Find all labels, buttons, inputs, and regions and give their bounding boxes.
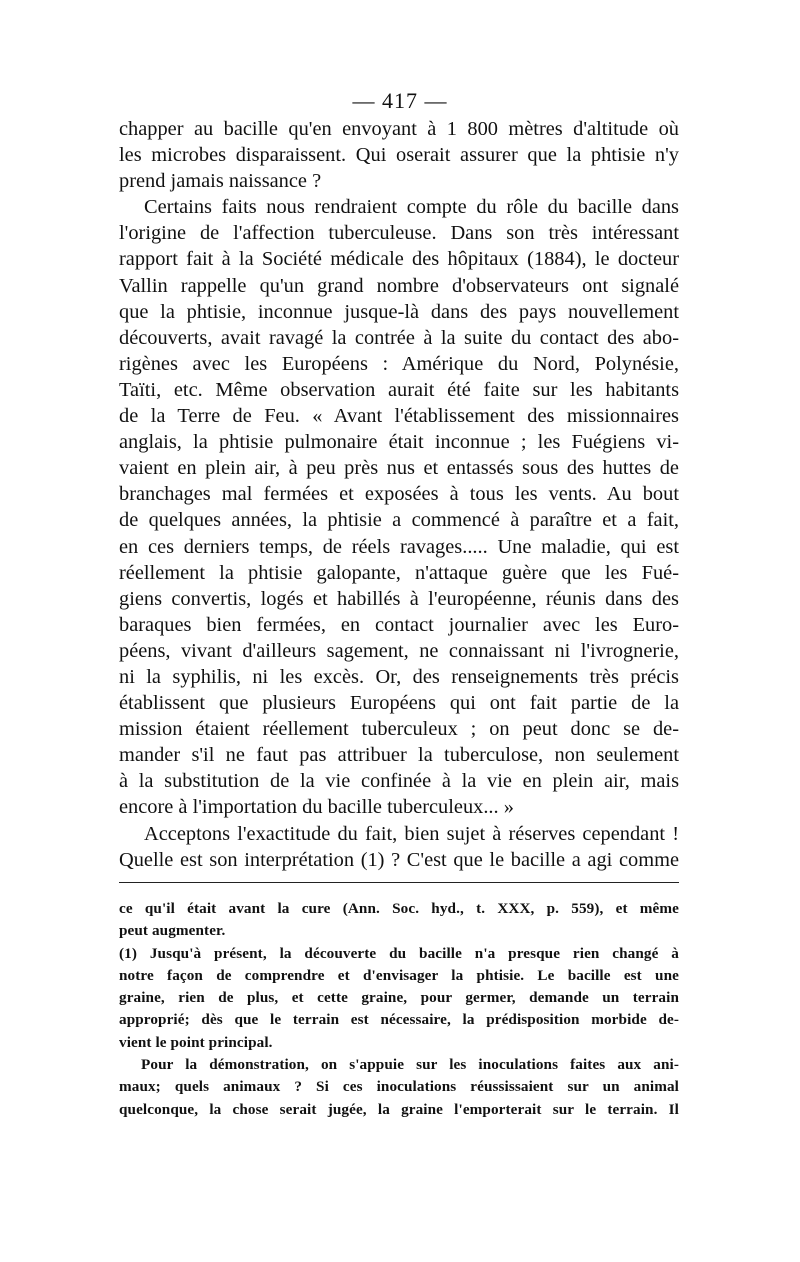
- text-line: Quelle est son interprétation (1) ? C'est que le bacille a agi comme: [119, 848, 679, 871]
- footnote-line: maux; quels animaux ? Si ces inoculations réussissaient sur un animal: [119, 1078, 679, 1096]
- footnote-line: ce qu'il était avant la cure (Ann. Soc. hyd., t. XXX, p. 559), et même: [119, 900, 679, 917]
- text-line: réellement la phtisie galopante, n'attaque guère que les Fué-: [119, 561, 679, 584]
- footnote-line: approprié; dès que le terrain est nécessaire, la prédisposition morbide de-: [119, 1011, 679, 1029]
- text-line: découverts, avait ravagé la contrée à la suite du contact des abo-: [119, 326, 679, 349]
- text-line: en ces derniers temps, de réels ravages..... Une maladie, qui est: [119, 535, 679, 558]
- text-line: branchages mal fermées et exposées à tous les vents. Au bout: [119, 483, 679, 506]
- footnote-line: vient le point principal.: [119, 1033, 273, 1051]
- main-text: [119, 116, 679, 873]
- text-line: de quelques années, la phtisie a commencé à paraître et a fait,: [119, 509, 679, 532]
- text-line: Taïti, etc. Même observation aurait été faite sur les habitants: [119, 378, 679, 401]
- text-line: vaient en plein air, à peu près nus et entassés sous des huttes de: [119, 457, 679, 480]
- footnote-divider: [119, 882, 679, 883]
- footnote-line: graine, rien de plus, et cette graine, pour germer, demande un terrain: [119, 989, 679, 1007]
- text-line: rigènes avec les Européens : Amérique du Nord, Polynésie,: [119, 352, 679, 375]
- footnote-line: Pour la démonstration, on s'appuie sur les inoculations faites aux ani-: [141, 1056, 679, 1074]
- footnotes: [119, 898, 679, 1121]
- text-line: mission étaient réellement tuberculeux ; on peut donc se de-: [119, 718, 679, 741]
- text-line: encore à l'importation du bacille tuberculeux... »: [119, 796, 514, 819]
- text-line: les microbes disparaissent. Qui oserait assurer que la phtisie n'y: [119, 144, 679, 167]
- text-line: de la Terre de Feu. « Avant l'établissement des missionnaires: [119, 405, 679, 428]
- text-line: Vallin rappelle qu'un grand nombre d'observateurs ont signalé: [119, 274, 679, 297]
- text-line: rapport fait à la Société médicale des hôpitaux (1884), le docteur: [119, 248, 679, 271]
- page-number: — 417 —: [352, 88, 448, 113]
- footnote-line: peut augmenter.: [119, 922, 226, 940]
- text-line: que la phtisie, inconnue jusque-là dans des pays nouvellement: [119, 300, 679, 323]
- text-line: péens, vivant d'ailleurs sagement, ne connaissant ni l'ivrognerie,: [119, 639, 679, 662]
- text-line: Certains faits nous rendraient compte du rôle du bacille dans: [144, 196, 679, 219]
- text-line: Acceptons l'exactitude du fait, bien sujet à réserves cependant !: [144, 822, 679, 845]
- footnote-line: notre façon de comprendre et d'envisager la phtisie. Le bacille est une: [119, 966, 679, 984]
- text-line: ni la syphilis, ni les excès. Or, des renseignements très précis: [119, 665, 679, 688]
- footnote-line: quelconque, la chose serait jugée, la graine l'emporterait sur le terrain. Il: [119, 1100, 679, 1118]
- text-line: mander s'il ne faut pas attribuer la tuberculose, non seulement: [119, 744, 679, 767]
- text-line: prend jamais naissance ?: [119, 170, 322, 193]
- text-line: baraques bien fermées, en contact journalier avec les Euro-: [119, 613, 679, 636]
- text-line: l'origine de l'affection tuberculeuse. Dans son très intéressant: [119, 222, 679, 245]
- text-line: établissent que plusieurs Européens qui ont fait partie de la: [119, 692, 679, 715]
- footnote-line: (1) Jusqu'à présent, la découverte du bacille n'a presque rien changé à: [119, 944, 679, 962]
- text-line: chapper au bacille qu'en envoyant à 1 800 mètres d'altitude où: [119, 118, 679, 140]
- text-line: anglais, la phtisie pulmonaire était inconnue ; les Fuégiens vi-: [119, 431, 679, 454]
- text-line: à la substitution de la vie confinée à la vie en plein air, mais: [119, 770, 679, 793]
- text-line: giens convertis, logés et habillés à l'européenne, réunis dans des: [119, 587, 679, 610]
